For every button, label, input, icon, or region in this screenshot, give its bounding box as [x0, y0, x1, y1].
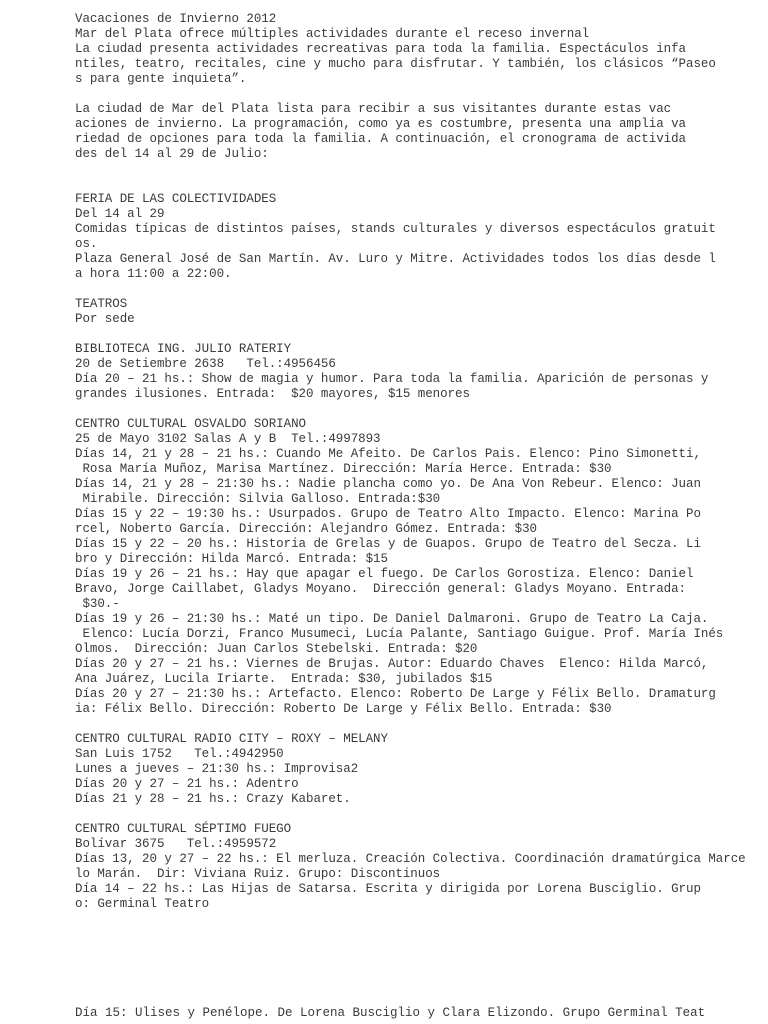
intro-line: La ciudad presenta actividades recreativas para toda la familia. Espectáculos infa [75, 42, 687, 56]
event-line: Lunes a jueves – 21:30 hs.: Improvisa2 [75, 762, 359, 776]
venue-heading: CENTRO CULTURAL RADIO CITY – ROXY – MELANY [75, 732, 388, 746]
biblioteca-section [75, 342, 755, 402]
event-line: Días 19 y 26 – 21 hs.: Hay que apagar el fuego. De Carlos Gorostiza. Elenco: Daniel [75, 567, 694, 581]
paragraph-line: riedad de opciones para toda la familia. A continuación, el cronograma de activida [75, 132, 687, 146]
event-line: Días 20 y 27 – 21 hs.: Viernes de Brujas. Autor: Eduardo Chaves Elenco: Hilda Marcó, [75, 657, 709, 671]
event-line: o: Germinal Teatro [75, 897, 210, 911]
spacer [75, 807, 755, 822]
radiocity-section [75, 732, 755, 807]
intro-paragraph [75, 102, 755, 162]
section-heading: FERIA DE LAS COLECTIVIDADES [75, 192, 277, 206]
event-line: Días 19 y 26 – 21:30 hs.: Maté un tipo. De Daniel Dalmaroni. Grupo de Teatro La Caja. [75, 612, 709, 626]
event-line: grandes ilusiones. Entrada: $20 mayores, $15 menores [75, 387, 470, 401]
spacer [75, 87, 755, 102]
section-line: os. [75, 237, 98, 251]
venue-address: San Luis 1752 Tel.:4942950 [75, 747, 284, 761]
venue-heading: CENTRO CULTURAL OSVALDO SORIANO [75, 417, 306, 431]
venue-address: Bolívar 3675 Tel.:4959572 [75, 837, 277, 851]
event-line: ia: Félix Bello. Dirección: Roberto De Large y Félix Bello. Entrada: $30 [75, 702, 612, 716]
section-line: Del 14 al 29 [75, 207, 165, 221]
event-line: Día 20 – 21 hs.: Show de magia y humor. Para toda la familia. Aparición de personas y [75, 372, 709, 386]
event-line: Días 14, 21 y 28 – 21:30 hs.: Nadie plancha como yo. De Ana Von Rebeur. Elenco: Juan [75, 477, 701, 491]
event-line: bro y Dirección: Hilda Marcó. Entrada: $15 [75, 552, 388, 566]
soriano-section [75, 417, 755, 717]
section-line: Plaza General José de San Martín. Av. Luro y Mitre. Actividades todos los días desde l [75, 252, 716, 266]
section-line: Por sede [75, 312, 135, 326]
event-line: Rosa María Muñoz, Marisa Martínez. Dirección: María Herce. Entrada: $30 [75, 462, 612, 476]
venue-address: 25 de Mayo 3102 Salas A y B Tel.:4997893 [75, 432, 381, 446]
paragraph-line: des del 14 al 29 de Julio: [75, 147, 269, 161]
feria-section [75, 192, 755, 282]
document-page [75, 12, 755, 912]
event-line: Días 20 y 27 – 21:30 hs.: Artefacto. Elenco: Roberto De Large y Félix Bello. Dramaturg [75, 687, 716, 701]
venue-address: 20 de Setiembre 2638 Tel.:4956456 [75, 357, 336, 371]
section-heading: TEATROS [75, 297, 128, 311]
event-line: $30.- [75, 597, 120, 611]
event-line: Días 15 y 22 – 19:30 hs.: Usurpados. Grupo de Teatro Alto Impacto. Elenco: Marina Po [75, 507, 701, 521]
event-line: lo Marán. Dir: Viviana Ruiz. Grupo: Discontinuos [75, 867, 441, 881]
venue-heading: BIBLIOTECA ING. JULIO RATERIY [75, 342, 292, 356]
spacer [75, 282, 755, 297]
venue-heading: CENTRO CULTURAL SÉPTIMO FUEGO [75, 822, 292, 836]
septimo-section [75, 822, 755, 912]
event-line: rcel, Noberto García. Dirección: Alejandro Gómez. Entrada: $30 [75, 522, 537, 536]
spacer [75, 162, 755, 192]
spacer [75, 717, 755, 732]
event-line: Mirabile. Dirección: Silvia Galloso. Entrada:$30 [75, 492, 441, 506]
event-line: Días 20 y 27 – 21 hs.: Adentro [75, 777, 299, 791]
intro-section [75, 12, 755, 87]
spacer [75, 327, 755, 342]
event-line: Días 13, 20 y 27 – 22 hs.: El merluza. Creación Colectiva. Coordinación dramatúrgica Marce [75, 852, 746, 866]
event-line: Día 14 – 22 hs.: Las Hijas de Satarsa. Escrita y dirigida por Lorena Busciglio. Grup [75, 882, 701, 896]
page-bottom-line: Día 15: Ulises y Penélope. De Lorena Busciglio y Clara Elizondo. Grupo Germinal Teat [75, 1006, 706, 1020]
section-line: a hora 11:00 a 22:00. [75, 267, 232, 281]
event-line: Días 14, 21 y 28 – 21 hs.: Cuando Me Afeito. De Carlos Pais. Elenco: Pino Simonetti, [75, 447, 701, 461]
doc-title: Vacaciones de Invierno 2012 [75, 12, 277, 26]
event-line: Olmos. Dirección: Juan Carlos Stebelski. Entrada: $20 [75, 642, 478, 656]
intro-line: s para gente inquieta”. [75, 72, 247, 86]
event-line: Bravo, Jorge Caillabet, Gladys Moyano. Dirección general: Gladys Moyano. Entrada: [75, 582, 687, 596]
event-line: Días 15 y 22 – 20 hs.: Historia de Grelas y de Guapos. Grupo de Teatro del Secza. Li [75, 537, 701, 551]
paragraph-line: La ciudad de Mar del Plata lista para recibir a sus visitantes durante estas vac [75, 102, 672, 116]
section-line: Comidas típicas de distintos países, stands culturales y diversos espectáculos gratuit [75, 222, 716, 236]
event-line: Elenco: Lucía Dorzi, Franco Musumeci, Lucía Palante, Santiago Guigue. Prof. María Inés [75, 627, 724, 641]
paragraph-line: aciones de invierno. La programación, como ya es costumbre, presenta una amplia va [75, 117, 687, 131]
doc-subtitle: Mar del Plata ofrece múltiples actividades durante el receso invernal [75, 27, 590, 41]
event-line: Días 21 y 28 – 21 hs.: Crazy Kabaret. [75, 792, 351, 806]
spacer [75, 402, 755, 417]
intro-line: ntiles, teatro, recitales, cine y mucho para disfrutar. Y también, los clásicos “Paseo [75, 57, 716, 71]
event-line: Ana Juárez, Lucila Iriarte. Entrada: $30, jubilados $15 [75, 672, 493, 686]
teatros-section [75, 297, 755, 327]
